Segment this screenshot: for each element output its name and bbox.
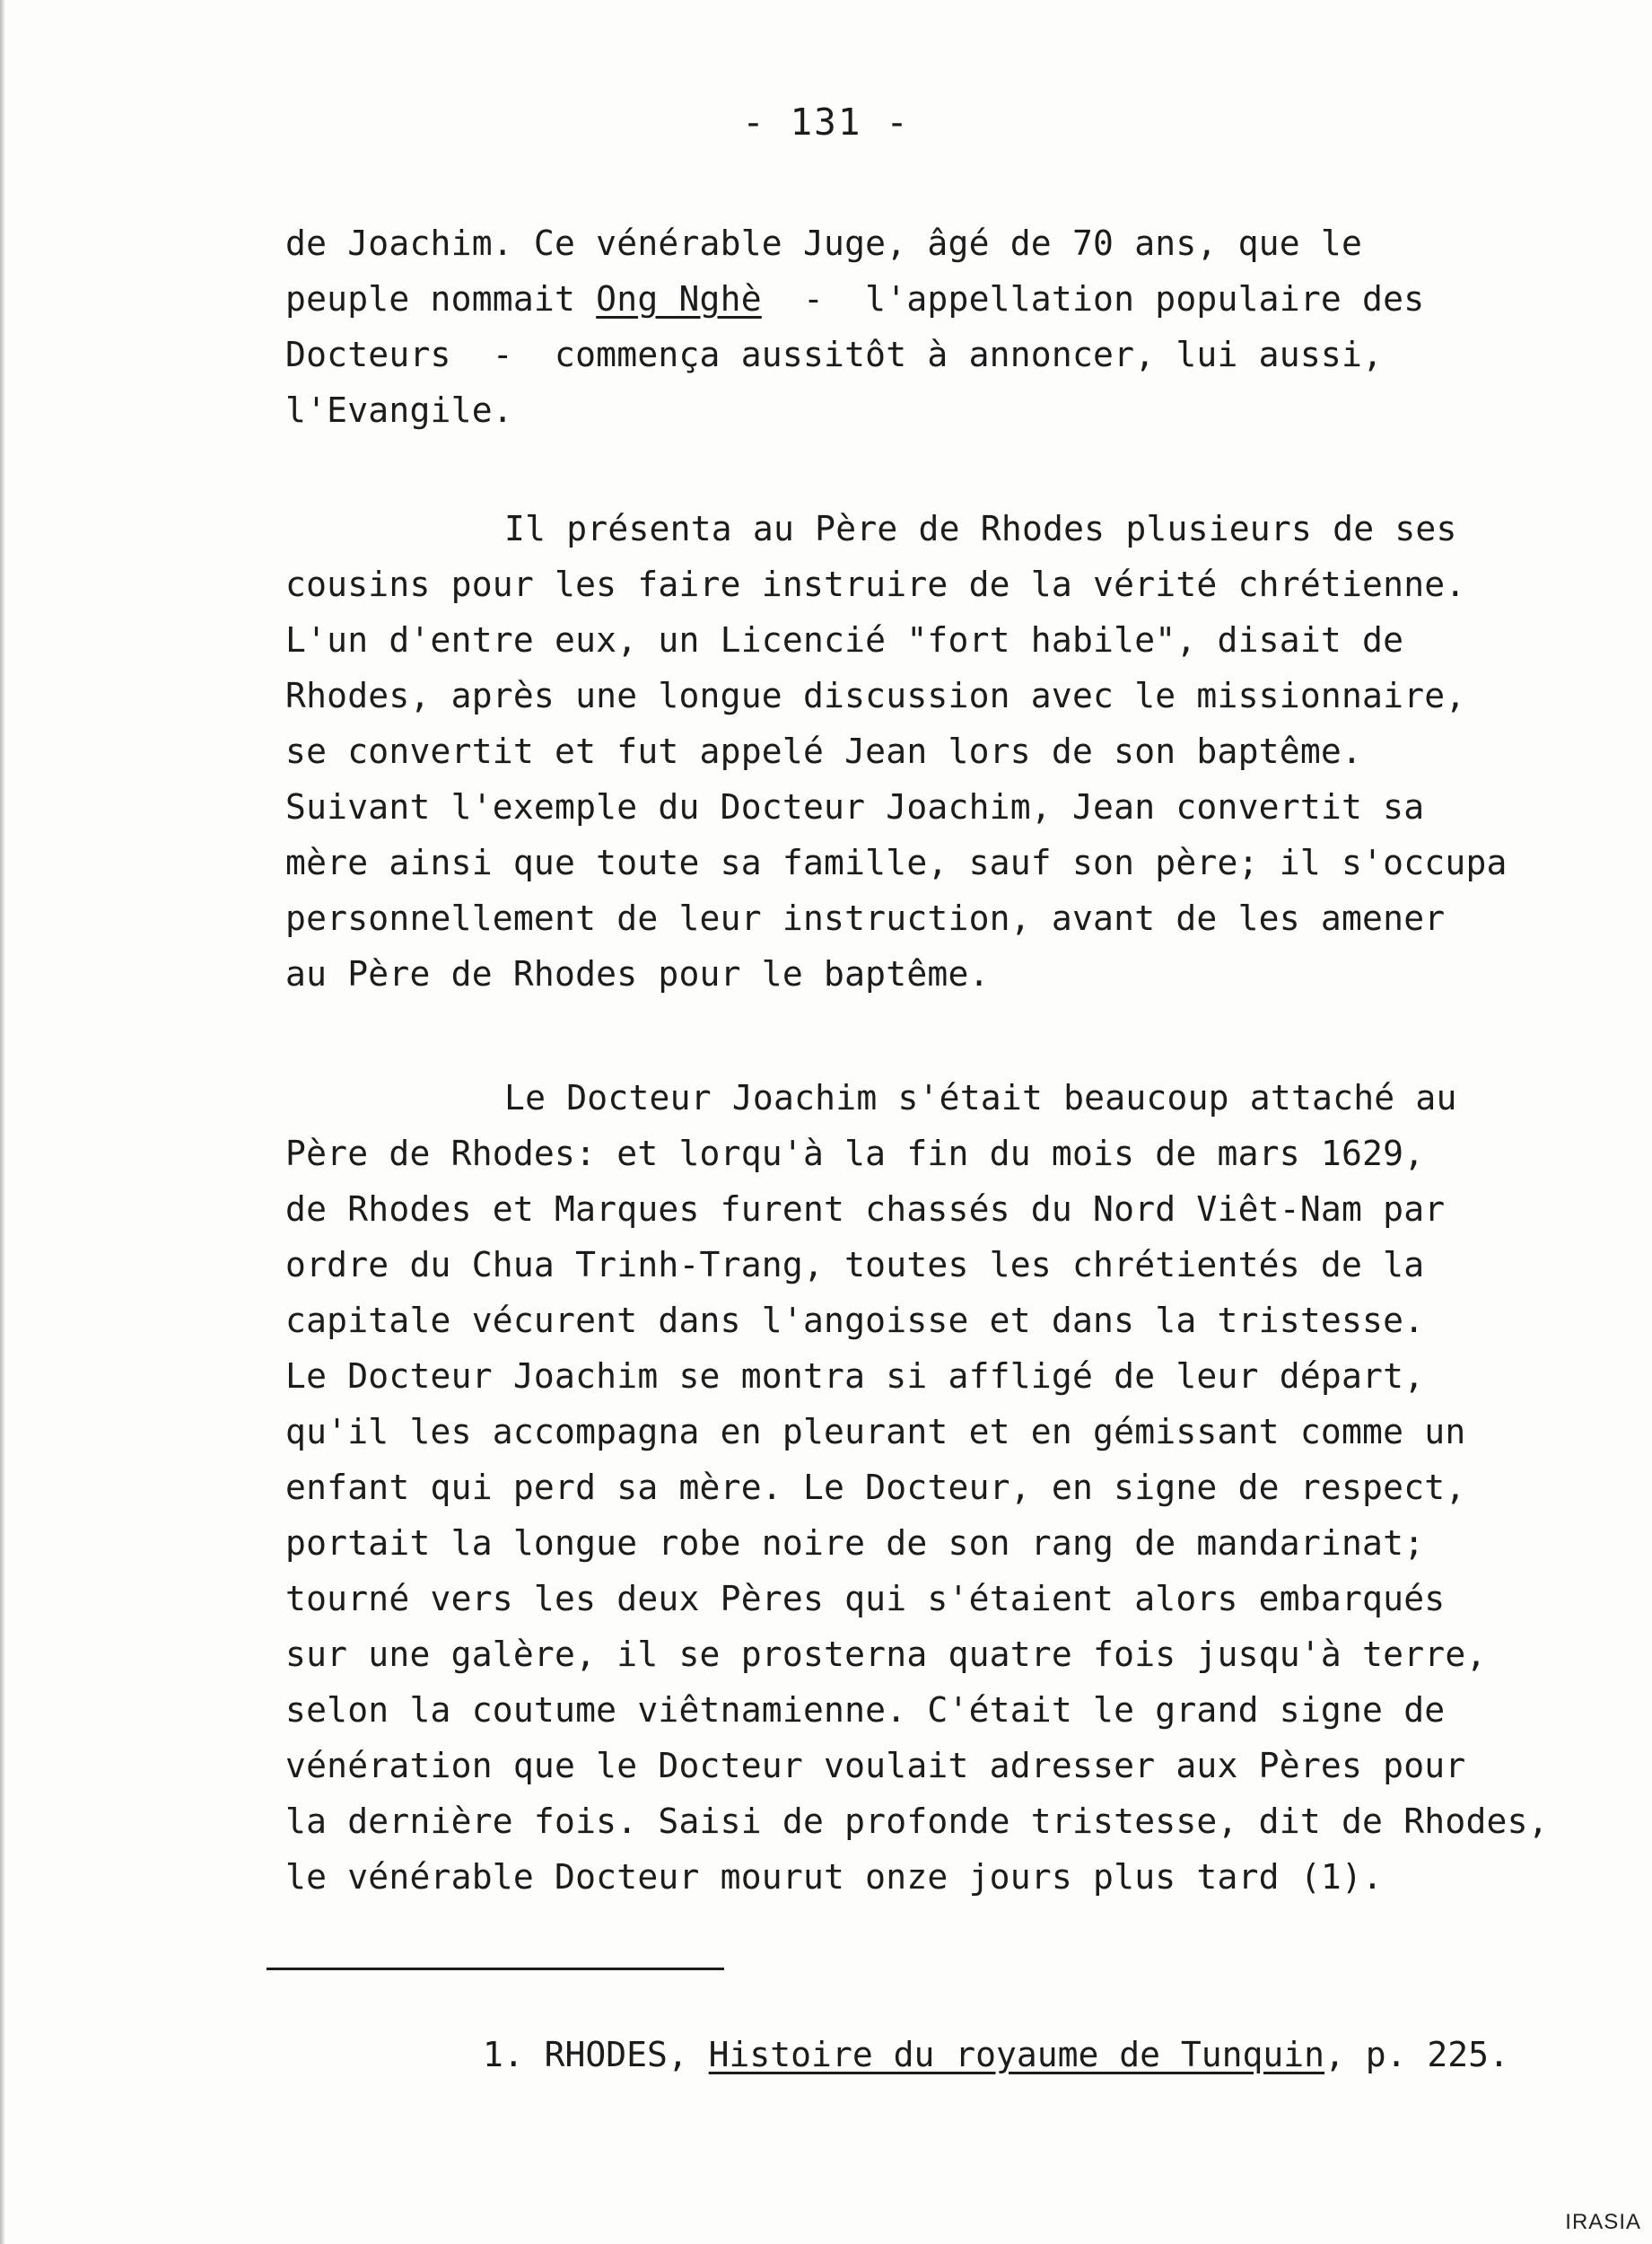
footnote-prefix: 1. RHODES, <box>483 2035 709 2074</box>
text-line: Le Docteur Joachim se montra si affligé de leur départ, <box>285 1356 1425 1396</box>
footnote <box>483 2034 1509 2075</box>
text-line: de Joachim. Ce vénérable Juge, âgé de 70 ans, que le <box>285 224 1363 263</box>
text-line: capitale vécurent dans l'angoisse et dans la tristesse. <box>285 1301 1425 1340</box>
text-line: la dernière fois. Saisi de profonde tristesse, dit de Rhodes, <box>285 1801 1549 1841</box>
text-line: mère ainsi que toute sa famille, sauf son père; il s'occupa <box>285 843 1508 882</box>
text-line: se convertit et fut appelé Jean lors de son baptême. <box>285 732 1363 771</box>
text-line: vénération que le Docteur voulait adresser aux Pères pour <box>285 1746 1466 1785</box>
footnote-title: Histoire du royaume de Tunquin <box>708 2035 1325 2074</box>
text-line: portait la longue robe noire de son rang de mandarinat; <box>285 1523 1425 1563</box>
text-line: Suivant l'exemple du Docteur Joachim, Jean convertit sa <box>285 787 1425 827</box>
text-line: l'Evangile. <box>285 390 513 430</box>
text-span: - l'appellation populaire des <box>761 279 1425 319</box>
text-line: Docteurs - commença aussitôt à annoncer, lui aussi, <box>285 335 1384 374</box>
text-line: tourné vers les deux Pères qui s'étaient alors embarqués <box>285 1579 1446 1618</box>
underlined-term: Ong Nghè <box>596 279 762 319</box>
page-number: - 131 - <box>742 101 910 144</box>
text-line: Le Docteur Joachim s'était beaucoup attaché au <box>504 1078 1457 1118</box>
text-line: au Père de Rhodes pour le baptême. <box>285 954 990 994</box>
text-line: L'un d'entre eux, un Licencié "fort habile", disait de <box>285 620 1404 660</box>
text-line: sur une galère, il se prosterna quatre fois jusqu'à terre, <box>285 1635 1487 1674</box>
text-line: Rhodes, après une longue discussion avec le missionnaire, <box>285 676 1466 715</box>
footnote-rule <box>267 1968 724 1970</box>
text-line: enfant qui perd sa mère. Le Docteur, en signe de respect, <box>285 1468 1466 1507</box>
text-line: de Rhodes et Marques furent chassés du Nord Viêt-Nam par <box>285 1189 1446 1229</box>
text-line: personnellement de leur instruction, avant de les amener <box>285 898 1446 938</box>
text-span: peuple nommait <box>285 279 597 319</box>
text-line <box>285 278 1424 320</box>
text-line: le vénérable Docteur mourut onze jours plus tard (1). <box>285 1857 1384 1897</box>
text-line: Père de Rhodes: et lorqu'à la fin du mois de mars 1629, <box>285 1134 1425 1173</box>
text-line: ordre du Chua Trinh-Trang, toutes les chrétientés de la <box>285 1245 1425 1284</box>
text-line: qu'il les accompagna en pleurant et en gémissant comme un <box>285 1412 1466 1451</box>
watermark: IRASIA <box>1565 2210 1641 2234</box>
scan-edge <box>0 0 5 2244</box>
text-line: cousins pour les faire instruire de la vérité chrétienne. <box>285 565 1466 604</box>
footnote-suffix: , p. 225. <box>1324 2035 1509 2074</box>
text-line: Il présenta au Père de Rhodes plusieurs de ses <box>504 509 1457 548</box>
text-line: selon la coutume viêtnamienne. C'était le grand signe de <box>285 1690 1446 1730</box>
